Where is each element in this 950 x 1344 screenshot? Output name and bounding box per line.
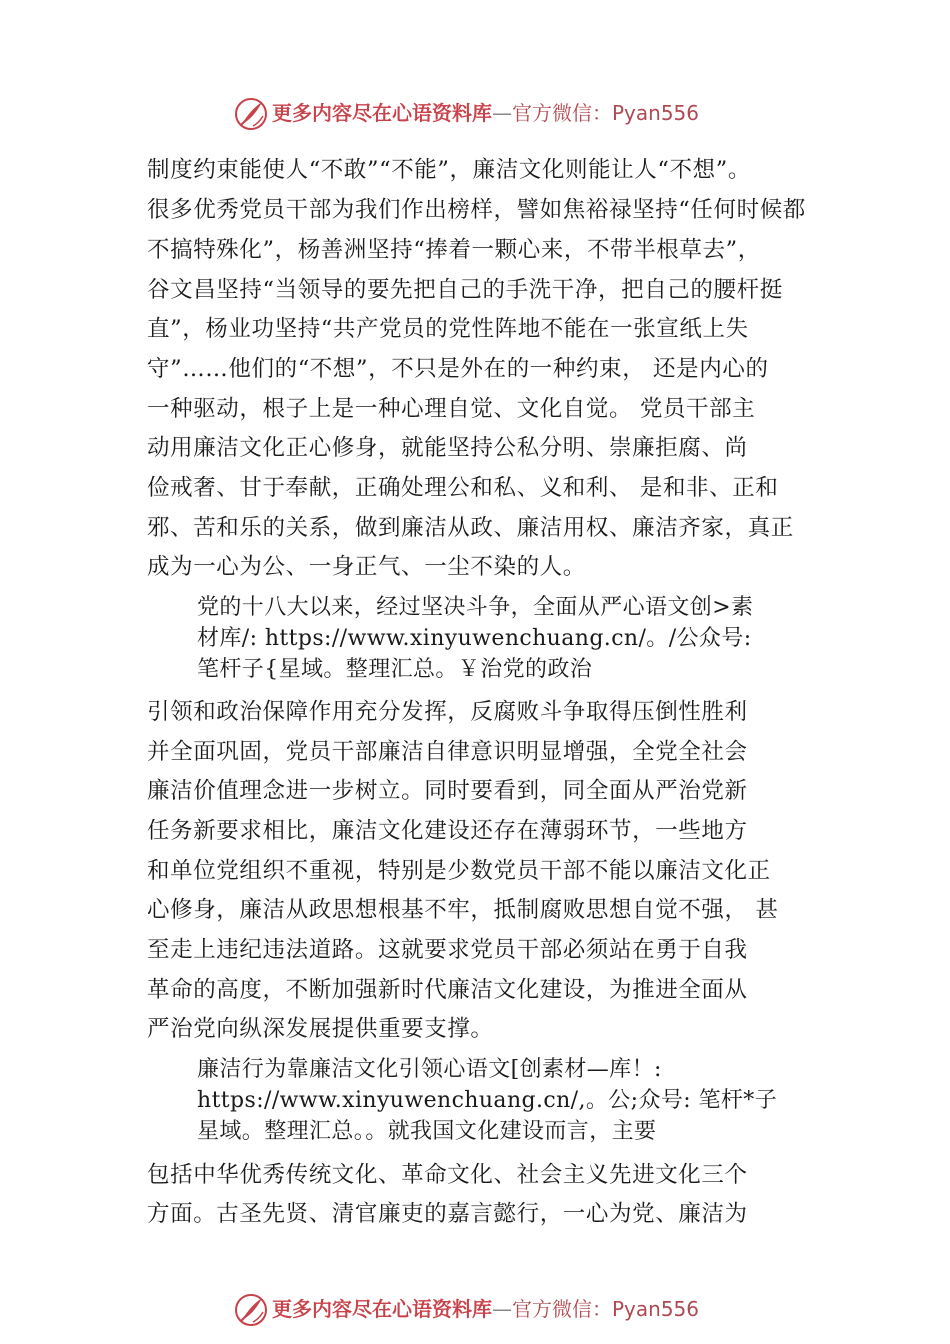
paragraph-line: 一种驱动，根子上是一种心理自觉、文化自觉。 党员干部主 — [147, 396, 756, 422]
watermark-line: https://www.xinyuwenchuang.cn/,。公;众号: 笔杆*子 — [197, 1088, 778, 1113]
banner-wechat-text: 官方微信：Pyan556 — [512, 101, 700, 125]
watermark-line: 党的十八大以来，经过坚决斗争，全面从严心语文创>素 — [197, 595, 754, 620]
watermark-line: 星域。整理汇总。。就我国文化建设而言，主要 — [197, 1119, 657, 1144]
banner-main-text: 更多内容尽在心语资料库 — [272, 101, 492, 125]
paragraph-line: 任务新要求相比，廉洁文化建设还存在薄弱环节，一些地方 — [147, 818, 748, 844]
paragraph-line: 动用廉洁文化正心修身，就能坚持公私分明、崇廉拒腐、尚 — [147, 435, 748, 461]
watermark-line: 廉洁行为靠廉洁文化引领心语文[创素材—库！: — [197, 1057, 662, 1082]
quill-logo-icon — [233, 1292, 269, 1328]
paragraph-line: 俭戒奢、甘于奉献，正确处理公和私、义和利、 是和非、正和 — [147, 475, 779, 501]
paragraph-line: 并全面巩固，党员干部廉洁自律意识明显增强，全党全社会 — [147, 739, 748, 765]
quill-logo-icon — [233, 96, 269, 132]
paragraph-line: 邪、苦和乐的关系，做到廉洁从政、廉洁用权、廉洁齐家，真正 — [147, 515, 794, 541]
banner-text — [272, 1296, 699, 1322]
banner-text — [272, 100, 699, 126]
paragraph-line: 很多优秀党员干部为我们作出榜样，譬如焦裕禄坚持“任何时候都 — [147, 197, 806, 223]
paragraph-line: 成为一心为公、一身正气、一尘不染的人。 — [147, 554, 586, 580]
banner-dash: — — [492, 1297, 512, 1321]
paragraph-line: 守”……他们的“不想”，不只是外在的一种约束， 还是内心的 — [147, 356, 769, 382]
header-banner — [0, 94, 950, 134]
paragraph-line: 直”，杨业功坚持“共产党员的党性阵地不能在一张宣纸上失 — [147, 316, 749, 342]
paragraph-line: 谷文昌坚持“当领导的要先把自己的手洗干净，把自己的腰杆挺 — [147, 277, 783, 303]
banner-main-text: 更多内容尽在心语资料库 — [272, 1297, 492, 1321]
paragraph-line: 方面。古圣先贤、清官廉吏的嘉言懿行，一心为党、廉洁为 — [147, 1201, 748, 1227]
watermark-line: 材库/: https://www.xinyuwenchuang.cn/。/公众号: — [197, 626, 752, 651]
paragraph-line: 和单位党组织不重视，特别是少数党员干部不能以廉洁文化正 — [147, 858, 771, 884]
paragraph-line: 制度约束能使人“不敢”“不能”，廉洁文化则能让人“不想”。 — [147, 157, 751, 183]
paragraph-line: 严治党向纵深发展提供重要支撑。 — [147, 1016, 494, 1042]
footer-banner — [0, 1290, 950, 1330]
banner-dash: — — [492, 101, 512, 125]
paragraph-line: 革命的高度，不断加强新时代廉洁文化建设，为推进全面从 — [147, 977, 748, 1003]
banner-wechat-text: 官方微信：Pyan556 — [512, 1297, 700, 1321]
watermark-line: 笔杆子{星域。整理汇总。￥治党的政治 — [197, 657, 593, 682]
paragraph-line: 引领和政治保障作用充分发挥，反腐败斗争取得压倒性胜利 — [147, 699, 748, 725]
paragraph-line: 廉洁价值理念进一步树立。同时要看到，同全面从严治党新 — [147, 778, 748, 804]
paragraph-line: 包括中华优秀传统文化、革命文化、社会主义先进文化三个 — [147, 1162, 748, 1188]
paragraph-line: 心修身，廉洁从政思想根基不牢，抵制腐败思想自觉不强， 甚 — [147, 897, 779, 923]
paragraph-line: 不搞特殊化”，杨善洲坚持“捧着一颗心来，不带半根草去”， — [147, 237, 761, 263]
paragraph-line: 至走上违纪违法道路。这就要求党员干部必须站在勇于自我 — [147, 937, 748, 963]
